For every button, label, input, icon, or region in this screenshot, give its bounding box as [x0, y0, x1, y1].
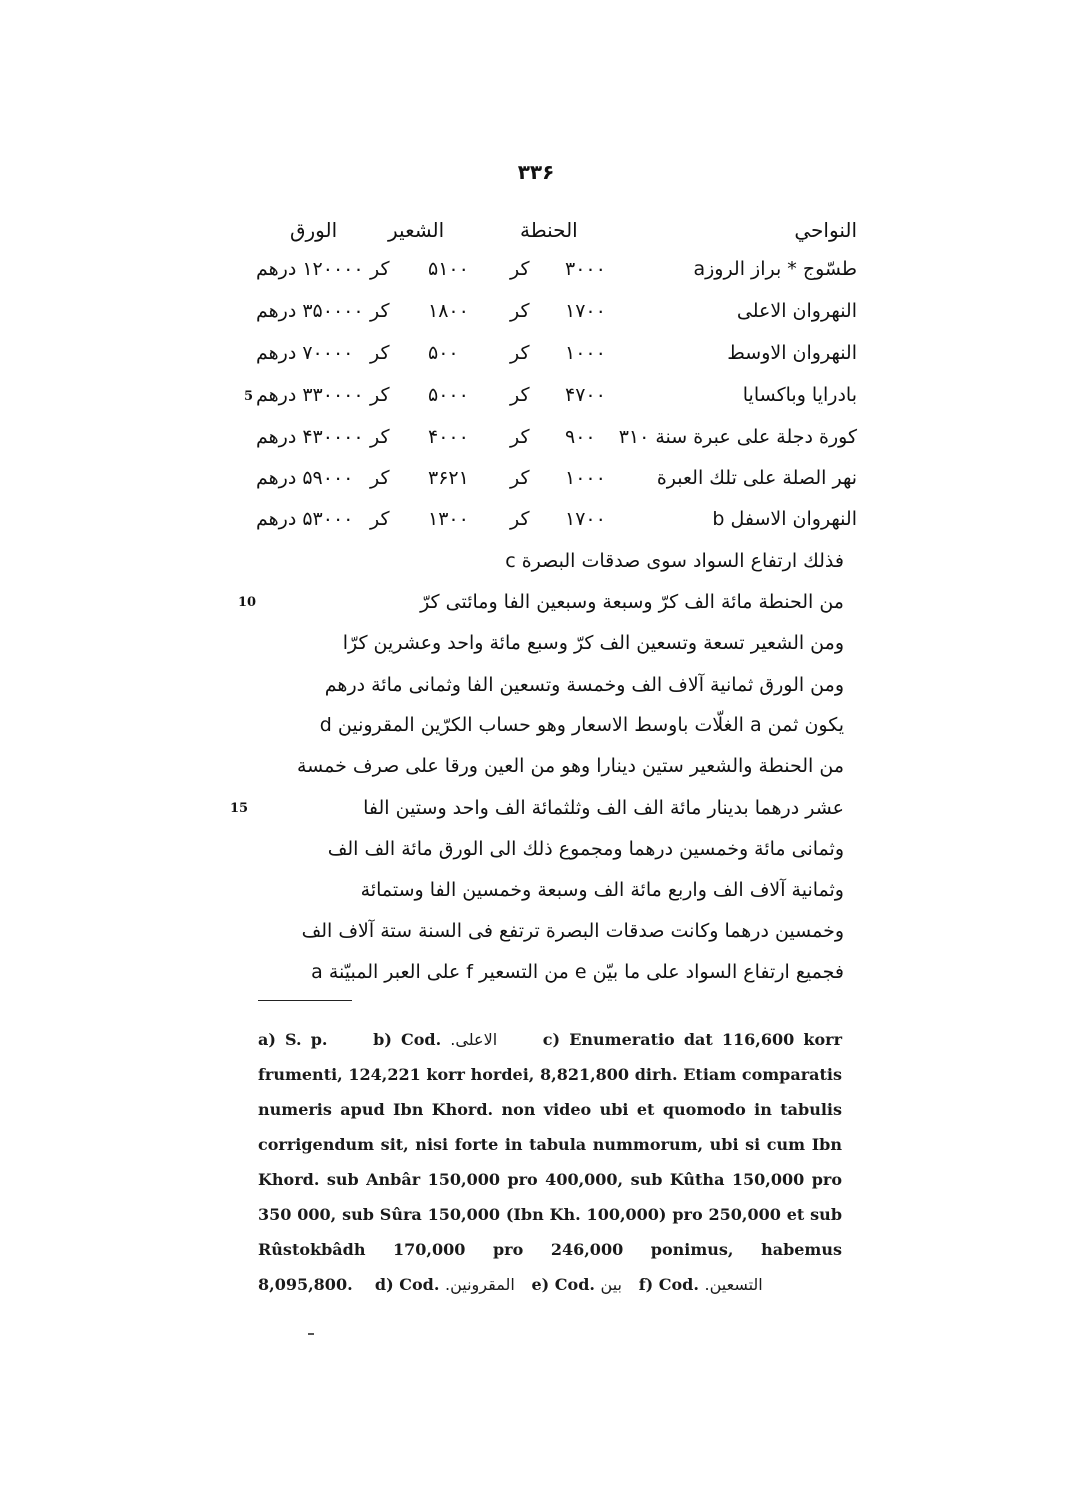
page-number: ۳۳۶: [517, 160, 555, 184]
table-cell-silver: ۷۰۰۰۰ درهم: [256, 342, 354, 364]
table-cell-wheat-unit: كر: [510, 258, 530, 280]
table-cell-wheat: ۱۷۰۰: [565, 300, 606, 322]
body-line: عشر درهما بدينار مائة الف الف وثلثمائة الف واحد وستين الفا: [363, 797, 844, 819]
table-row-name: النهروان الاعلى: [736, 300, 857, 322]
footnote-f: f) Cod.: [638, 1275, 699, 1294]
table-row-name: النهروان الاوسط: [727, 342, 857, 364]
table-cell-silver: ۴۳۰۰۰۰ درهم: [256, 426, 364, 448]
table-cell-wheat-unit: كر: [510, 300, 530, 322]
table-cell-wheat: ۳۰۰۰: [565, 258, 606, 280]
table-row-name: طسّوج * براز الروزa: [693, 258, 857, 280]
body-line: فذلك ارتفاع السواد سوى صدقات البصرة c: [505, 550, 844, 572]
body-line: يكون ثمن a الغلّات باوسط الاسعار وهو حساب الكرّين المقرونين d: [319, 714, 844, 736]
footnote-d-arabic: المقرونين.: [445, 1275, 515, 1294]
footnote-e-arabic: بين: [600, 1275, 623, 1294]
table-cell-wheat-unit: كر: [510, 467, 530, 489]
table-cell-barley-unit: كر: [370, 467, 390, 489]
table-cell-barley-unit: كر: [370, 300, 390, 322]
footnote-b-arabic: الاعلى.: [450, 1030, 498, 1049]
revenue-table: [0, 0, 1072, 540]
body-line: وثمانى مائة وخمسين درهما ومجموع ذلك الى الورق مائة الف الف: [327, 838, 844, 860]
table-cell-silver: ۵۳۰۰۰ درهم: [256, 508, 354, 530]
table-cell-barley: ۵۰۰: [428, 342, 459, 364]
table-cell-barley: ۱۸۰۰: [428, 300, 469, 322]
table-row-name: نهر الصلة على تلك العبرة: [656, 467, 857, 489]
body-line: وخمسين درهما وكانت صدقات البصرة ترتفع فى السنة ستة آلاف الف: [301, 920, 844, 942]
table-cell-wheat-unit: كر: [510, 508, 530, 530]
header-wheat: الحنطة: [520, 218, 578, 242]
body-line: ومن الشعير تسعة وتسعين الف كرّ وسبع مائة واحد وعشرين كرّا: [342, 632, 844, 654]
table-cell-wheat-unit: كر: [510, 384, 530, 406]
print-mark: [308, 1333, 314, 1335]
table-cell-barley: ۵۰۰۰: [428, 384, 469, 406]
footnotes: [258, 1022, 842, 1302]
table-cell-barley-unit: كر: [370, 426, 390, 448]
line-number: 10: [238, 595, 257, 610]
table-cell-wheat: ۱۰۰۰: [565, 342, 606, 364]
table-row-name: النهروان الاسفل b: [712, 508, 857, 530]
table-cell-barley: ۵۱۰۰: [428, 258, 469, 280]
footnote-rule: [258, 1000, 352, 1001]
body-line: ومن الورق ثمانية آلاف الف وخمسة وتسعين الفا وثمانى مائة درهم: [324, 674, 844, 696]
header-region: النواحي: [794, 218, 857, 242]
body-line: من الحنطة والشعير ستين دينارا وهو من العين ورقا على صرف خمسة: [296, 755, 844, 777]
footnote-a: a) S. p.: [258, 1030, 328, 1049]
table-row-name: بادرايا وباكسايا: [742, 384, 857, 406]
body-line: من الحنطة مائة الف كرّ وسبعة وسبعين الفا ومائتى كرّ: [420, 591, 844, 613]
table-cell-wheat: ۱۰۰۰: [565, 467, 606, 489]
header-barley: الشعير: [388, 218, 445, 242]
header-silver: الورق: [290, 218, 338, 242]
table-cell-barley: ۳۶۲۱: [428, 467, 469, 489]
table-cell-wheat: ۱۷۰۰: [565, 508, 606, 530]
table-cell-barley-unit: كر: [370, 258, 390, 280]
table-cell-silver: ۱۲۰۰۰۰ درهم: [256, 258, 364, 280]
table-cell-silver: ۳۳۰۰۰۰ درهم: [256, 384, 364, 406]
table-cell-wheat: ۴۷۰۰: [565, 384, 606, 406]
table-cell-barley: ۱۳۰۰: [428, 508, 469, 530]
body-line: فجميع ارتفاع السواد على ما بيّن e من التسعير f على العبر المبيّنة a: [311, 961, 844, 983]
table-cell-silver: ۳۵۰۰۰۰ درهم: [256, 300, 364, 322]
line-number: 15: [230, 801, 249, 816]
table-cell-wheat-unit: كر: [510, 342, 530, 364]
footnote-b: b) Cod.: [373, 1030, 442, 1049]
line-number: 5: [244, 389, 254, 404]
body-line: وثمانية آلاف الف واربع مائة الف وسبعة وخمسين الفا وستمائة: [360, 879, 844, 901]
table-cell-silver: ۵۹۰۰۰ درهم: [256, 467, 354, 489]
footnote-e: e) Cod.: [531, 1275, 595, 1294]
table-cell-barley-unit: كر: [370, 342, 390, 364]
table-cell-wheat-unit: كر: [510, 426, 530, 448]
footnote-f-arabic: التسعين.: [704, 1275, 763, 1294]
table-cell-wheat: ۹۰۰: [565, 426, 596, 448]
table-row-name: كورة دجلة على عبرة سنة ۳۱۰: [618, 426, 857, 448]
footnote-d: d) Cod.: [374, 1275, 440, 1294]
footnote-c: c) Enumeratio dat 116,600 korr frumenti, 124,221 korr hordei, 8,821,800 dirh. Etiam comparatis numeris apud Ibn Khord. non video ubi et quomodo in tabulis corrigendum sit, nisi forte in tabula nummorum, ubi si cum Ibn Khord. sub Anbâr 150,000 pro 400,000, sub Kûtha 150,000 pro 350 000, sub Sûra 150,000 (Ibn Kh. 100,000) pro 250,000 et sub Rûstokbâdh 170,000 pro 246,000 ponimus, habemus 8,095,800.: [258, 1030, 843, 1294]
table-cell-barley-unit: كر: [370, 384, 390, 406]
table-cell-barley-unit: كر: [370, 508, 390, 530]
table-cell-barley: ۴۰۰۰: [428, 426, 469, 448]
